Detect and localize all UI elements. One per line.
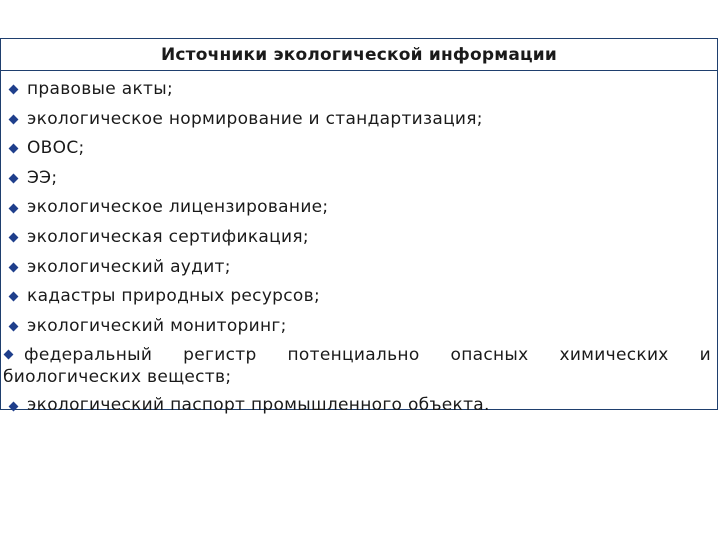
sources-table bbox=[0, 38, 718, 416]
diamond-bullet-icon bbox=[9, 174, 19, 184]
list-item bbox=[8, 282, 711, 312]
list-item-text: экологический мониторинг; bbox=[27, 315, 287, 336]
list-item bbox=[8, 193, 711, 223]
list-item-text: ЭЭ; bbox=[27, 167, 58, 188]
list-item bbox=[8, 223, 711, 253]
list-item-text: экологическая сертификация; bbox=[27, 226, 309, 247]
list-item bbox=[8, 105, 711, 135]
list-item bbox=[8, 391, 711, 421]
list-item-text: экологический аудит; bbox=[27, 256, 231, 277]
list-item-text: экологическое нормирование и стандартизация; bbox=[27, 108, 483, 129]
diamond-bullet-icon bbox=[9, 322, 19, 332]
diamond-bullet-icon bbox=[9, 144, 19, 154]
table-header bbox=[1, 39, 717, 71]
list-item bbox=[8, 253, 711, 283]
diamond-bullet-icon bbox=[9, 203, 19, 213]
sources-list bbox=[1, 71, 717, 421]
list-item bbox=[8, 75, 711, 105]
list-item-text: федеральный регистр потенциально опасных химических и bbox=[3, 344, 711, 366]
list-item-text: экологическое лицензирование; bbox=[27, 197, 329, 218]
diamond-bullet-icon bbox=[9, 233, 19, 243]
diamond-bullet-icon bbox=[9, 292, 19, 302]
list-item-text: ОВОС; bbox=[27, 138, 85, 159]
diamond-bullet-icon bbox=[9, 401, 19, 411]
list-item bbox=[8, 164, 711, 194]
diamond-bullet-icon bbox=[9, 114, 19, 124]
diamond-bullet-icon bbox=[4, 349, 14, 359]
list-item-text: кадастры природных ресурсов; bbox=[27, 286, 320, 307]
list-item-text-continued: биологических веществ; bbox=[3, 367, 232, 388]
diamond-bullet-icon bbox=[9, 262, 19, 272]
list-item bbox=[8, 312, 711, 342]
list-item bbox=[3, 344, 711, 388]
list-item bbox=[8, 134, 711, 164]
list-item-text: экологический паспорт промышленного объекта. bbox=[27, 395, 490, 416]
diamond-bullet-icon bbox=[9, 85, 19, 95]
list-item-text: правовые акты; bbox=[27, 79, 173, 99]
table-title: Источники экологической информации bbox=[160, 44, 558, 65]
